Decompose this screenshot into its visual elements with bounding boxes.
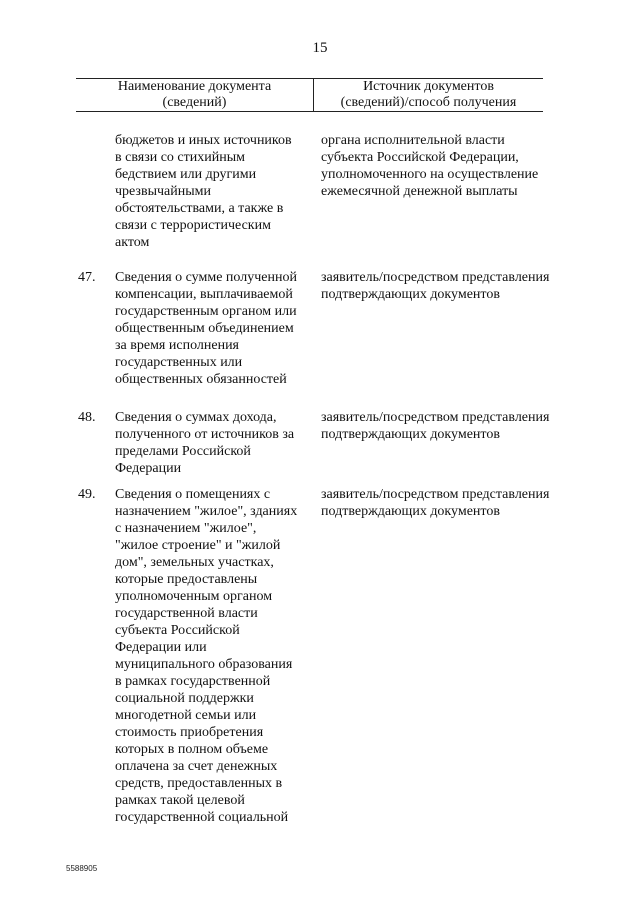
- document-code: 5588905: [66, 864, 98, 873]
- text-line: заявитель/посредством представления: [321, 270, 550, 285]
- text-line: социальной поддержки: [115, 691, 254, 706]
- text-line: общественных обязанностей: [115, 372, 287, 387]
- text-line: Федерации: [115, 461, 182, 476]
- text-line: подтверждающих документов: [321, 504, 500, 519]
- text-line: субъекта Российской: [115, 623, 240, 638]
- text-line: государственной власти: [115, 606, 258, 621]
- text-line: бюджетов и иных источников: [115, 133, 292, 148]
- text-line: подтверждающих документов: [321, 427, 500, 442]
- text-line: актом: [115, 235, 150, 250]
- header-rule-bottom: [76, 111, 543, 112]
- text-line: заявитель/посредством представления: [321, 410, 550, 425]
- text-line: субъекта Российской Федерации,: [321, 150, 519, 165]
- column-header-source: [314, 79, 543, 111]
- text-line: органа исполнительной власти: [321, 133, 505, 148]
- item-number: 48.: [78, 410, 96, 425]
- page-number: 15: [312, 40, 328, 56]
- text-line: компенсации, выплачиваемой: [115, 287, 293, 302]
- text-line: за время исполнения: [115, 338, 239, 353]
- text-line: дом", земельных участках,: [115, 555, 274, 570]
- document-name-cell: [115, 409, 315, 477]
- text-line: Сведения о помещениях с: [115, 487, 271, 502]
- text-line: государственной социальной: [115, 810, 289, 825]
- text-line: с назначением "жилое",: [115, 521, 257, 536]
- text-line: которые предоставлены: [115, 572, 258, 587]
- text-line: обстоятельствами, а также в: [115, 201, 284, 216]
- text-line: "жилое строение" и "жилой: [115, 538, 281, 553]
- text-line: Сведения о сумме полученной: [115, 270, 297, 285]
- text-line: многодетной семьи или: [115, 708, 257, 723]
- document-name-cell: [115, 269, 315, 388]
- text-line: рамках такой целевой: [115, 793, 245, 808]
- text-line: бедствием или другими: [115, 167, 257, 182]
- text-line: общественным объединением: [115, 321, 294, 336]
- column-header-document-name-line2: (сведений): [162, 95, 227, 110]
- document-name-cell: [115, 486, 315, 826]
- item-number: 49.: [78, 487, 96, 502]
- text-line: Сведения о суммах дохода,: [115, 410, 277, 425]
- text-line: средств, предоставленных в: [115, 776, 283, 791]
- text-line: муниципального образования: [115, 657, 293, 672]
- text-line: связи с террористическим: [115, 218, 271, 233]
- text-line: назначением "жилое", зданиях: [115, 504, 298, 519]
- text-line: пределами Российской: [115, 444, 251, 459]
- text-line: чрезвычайными: [115, 184, 211, 199]
- document-name-cell: [115, 132, 315, 251]
- source-cell: [321, 269, 571, 303]
- text-line: государственных или: [115, 355, 243, 370]
- text-line: подтверждающих документов: [321, 287, 500, 302]
- text-line: оплачена за счет денежных: [115, 759, 278, 774]
- text-line: уполномоченного на осуществление: [321, 167, 539, 182]
- source-cell: [321, 486, 571, 520]
- text-line: уполномоченным органом: [115, 589, 273, 604]
- text-line: стоимость приобретения: [115, 725, 264, 740]
- source-cell: [321, 409, 571, 443]
- text-line: государственным органом или: [115, 304, 297, 319]
- text-line: заявитель/посредством представления: [321, 487, 550, 502]
- text-line: ежемесячной денежной выплаты: [321, 184, 518, 199]
- text-line: полученного от источников за: [115, 427, 295, 442]
- item-number: 47.: [78, 270, 96, 285]
- column-header-source-line1: Источник документов: [363, 79, 494, 94]
- text-line: которых в полном объеме: [115, 742, 269, 757]
- text-line: Федерации или: [115, 640, 207, 655]
- column-header-source-line2: (сведений)/способ получения: [340, 95, 517, 110]
- column-header-document-name-line1: Наименование документа: [117, 79, 272, 94]
- column-header-document-name: [76, 79, 313, 111]
- text-line: в рамках государственной: [115, 674, 271, 689]
- source-cell: [321, 132, 571, 200]
- text-line: в связи со стихийным: [115, 150, 245, 165]
